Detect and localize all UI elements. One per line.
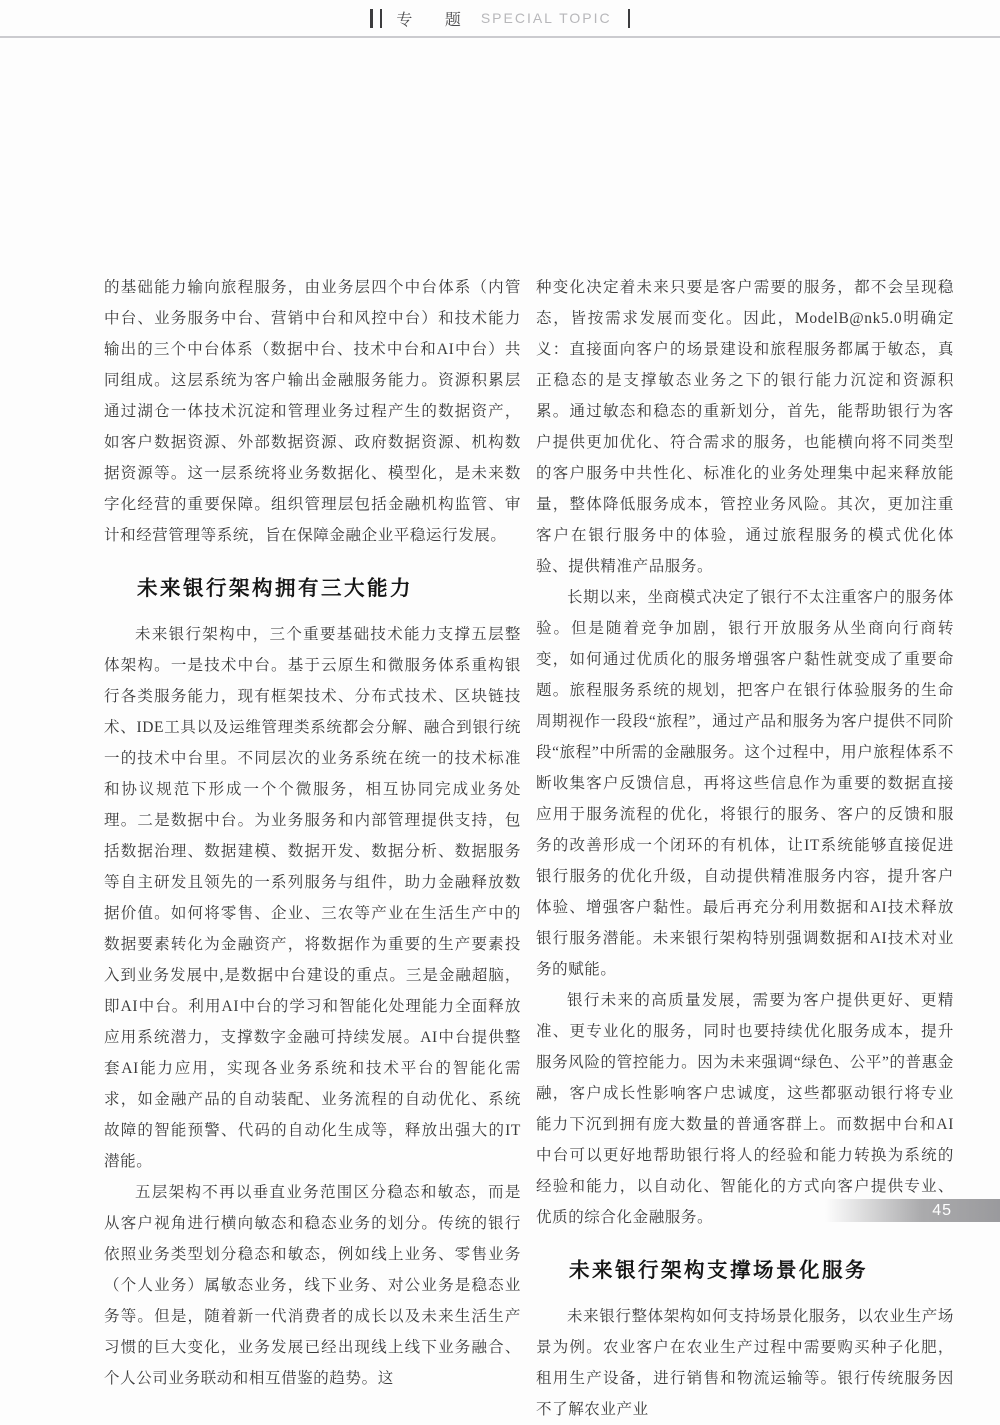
paragraph: 种变化决定着未来只要是客户需要的服务，都不会呈现稳态，皆按需求发展而变化。因此，ModelB@nk5.0明确定义：直接面向客户的场景建设和旅程服务都属于敏态，真正稳态的是支撑敏态业务之下的银行能力沉淀和资源积累。通过敏态和稳态的重新划分，首先，能帮助银行为客户提供更加优化、符合需求的服务，也能横向将不同类型的客户服务中共性化、标准化的业务处理集中起来释放能量，整体降低服务成本，管控业务风险。其次，更加注重客户在银行服务中的体验，通过旅程服务的模式优化体验、提供精准产品服务。 (536, 279, 954, 575)
header-title-en: SPECIAL TOPIC (480, 10, 612, 26)
page-number-bar (825, 1199, 1000, 1222)
paragraph: 银行未来的高质量发展，需要为客户提供更好、更精准、更专业化的服务，同时也要持续优化服务成本，提升服务风险的管控能力。因为未来强调“绿色、公平”的普惠金融，客户成长性影响客户忠诚度，这些都驱动银行将专业能力下沉到拥有庞大数量的普通客群上。而数据中台和AI中台可以更好地帮助银行将人的经验和能力转换为系统的经验和能力，以自动化、智能化的方式向客户提供专业、优质的综合化金融服务。 (536, 992, 954, 1226)
article-column-right (536, 272, 954, 1425)
paragraph: 的基础能力输向旅程服务，由业务层四个中台体系（内管中台、业务服务中台、营销中台和风控中台）和技术能力输出的三个中台体系（数据中台、技术中台和AI中台）共同组成。这层系统为客户输出金融服务能力。资源积累层通过湖仓一体技术沉淀和管理业务过程产生的数据资产，如客户数据资源、外部数据资源、政府数据资源、机构数据资源等。这一层系统将业务数据化、模型化，是未来数字化经营的重要保障。组织管理层包括金融机构监管、审计和经营管理等系统，旨在保障金融企业平稳运行发展。 (104, 279, 521, 544)
paragraph: 五层架构不再以垂直业务范围区分稳态和敏态，而是从客户视角进行横向敏态和稳态业务的划分。传统的银行依照业务类型划分稳态和敏态，例如线上业务、零售业务（个人业务）属敏态业务，线下业务、对公业务是稳态业务等。但是，随着新一代消费者的成长以及未来生活生产习惯的巨大变化，业务发展已经出现线上线下业务融合、个人公司业务联动和相互借鉴的趋势。这 (104, 1184, 521, 1387)
section-heading: 未来银行架构拥有三大能力 (137, 578, 413, 600)
paragraph: 长期以来，坐商模式决定了银行不太注重客户的服务体验。但是随着竞争加剧，银行开放服务从坐商向行商转变，如何通过优质化的服务增强客户黏性就变成了重要命题。旅程服务系统的规划，把客户在银行体验服务的生命周期视作一段段“旅程”，通过产品和服务为客户提供不同阶段“旅程”中所需的金融服务。这个过程中，用户旅程体系不断收集客户反馈信息，再将这些信息作为重要的数据直接应用于服务流程的优化，将银行的服务、客户的反馈和服务的改善形成一个闭环的有机体，让IT系统能够直接促进银行服务的优化升级，自动提供精准服务内容，提升客户体验、增强客户黏性。最后再充分利用数据和AI技术释放银行服务潜能。未来银行架构特别强调数据和AI技术对业务的赋能。 (536, 589, 954, 978)
page-header (0, 6, 1000, 30)
section-heading: 未来银行架构支撑场景化服务 (569, 1260, 868, 1282)
top-rule-divider (0, 36, 1000, 38)
header-title-cn: 专 题 (396, 11, 475, 29)
single-bar-icon (628, 9, 630, 28)
paragraph: 未来银行架构中，三个重要基础技术能力支撑五层整体架构。一是技术中台。基于云原生和微服务体系重构银行各类服务能力，现有框架技术、分布式技术、区块链技术、IDE工具以及运维管理类系统都会分解、融合到银行统一的技术中台里。不同层次的业务系统在统一的技术标准和协议规范下形成一个个微服务，相互协同完成业务处理。二是数据中台。为业务服务和内部管理提供支持，包括数据治理、数据建模、数据开发、数据分析、数据服务等自主研发且领先的一系列服务与组件，助力金融释放数据价值。如何将零售、企业、三农等产业在生活生产中的数据要素转化为金融资产，将数据作为重要的生产要素投入到业务发展中,是数据中台建设的重点。三是金融超脑，即AI中台。利用AI中台的学习和智能化处理能力全面释放应用系统潜力，支撑数字金融可持续发展。AI中台提供整套AI能力应用，实现各业务系统和技术平台的智能化需求，如金融产品的自动装配、业务流程的自动优化、系统故障的智能预警、代码的自动化生成等，释放出强大的IT潜能。 (104, 626, 521, 1170)
double-bar-icon (370, 9, 382, 28)
article-column-left (104, 272, 521, 1394)
page-number: 45 (932, 1201, 952, 1219)
paragraph: 未来银行整体架构如何支持场景化服务，以农业生产场景为例。农业客户在农业生产过程中需要购买种子化肥，租用生产设备，进行销售和物流运输等。银行传统服务因不了解农业产业 (536, 1308, 954, 1418)
